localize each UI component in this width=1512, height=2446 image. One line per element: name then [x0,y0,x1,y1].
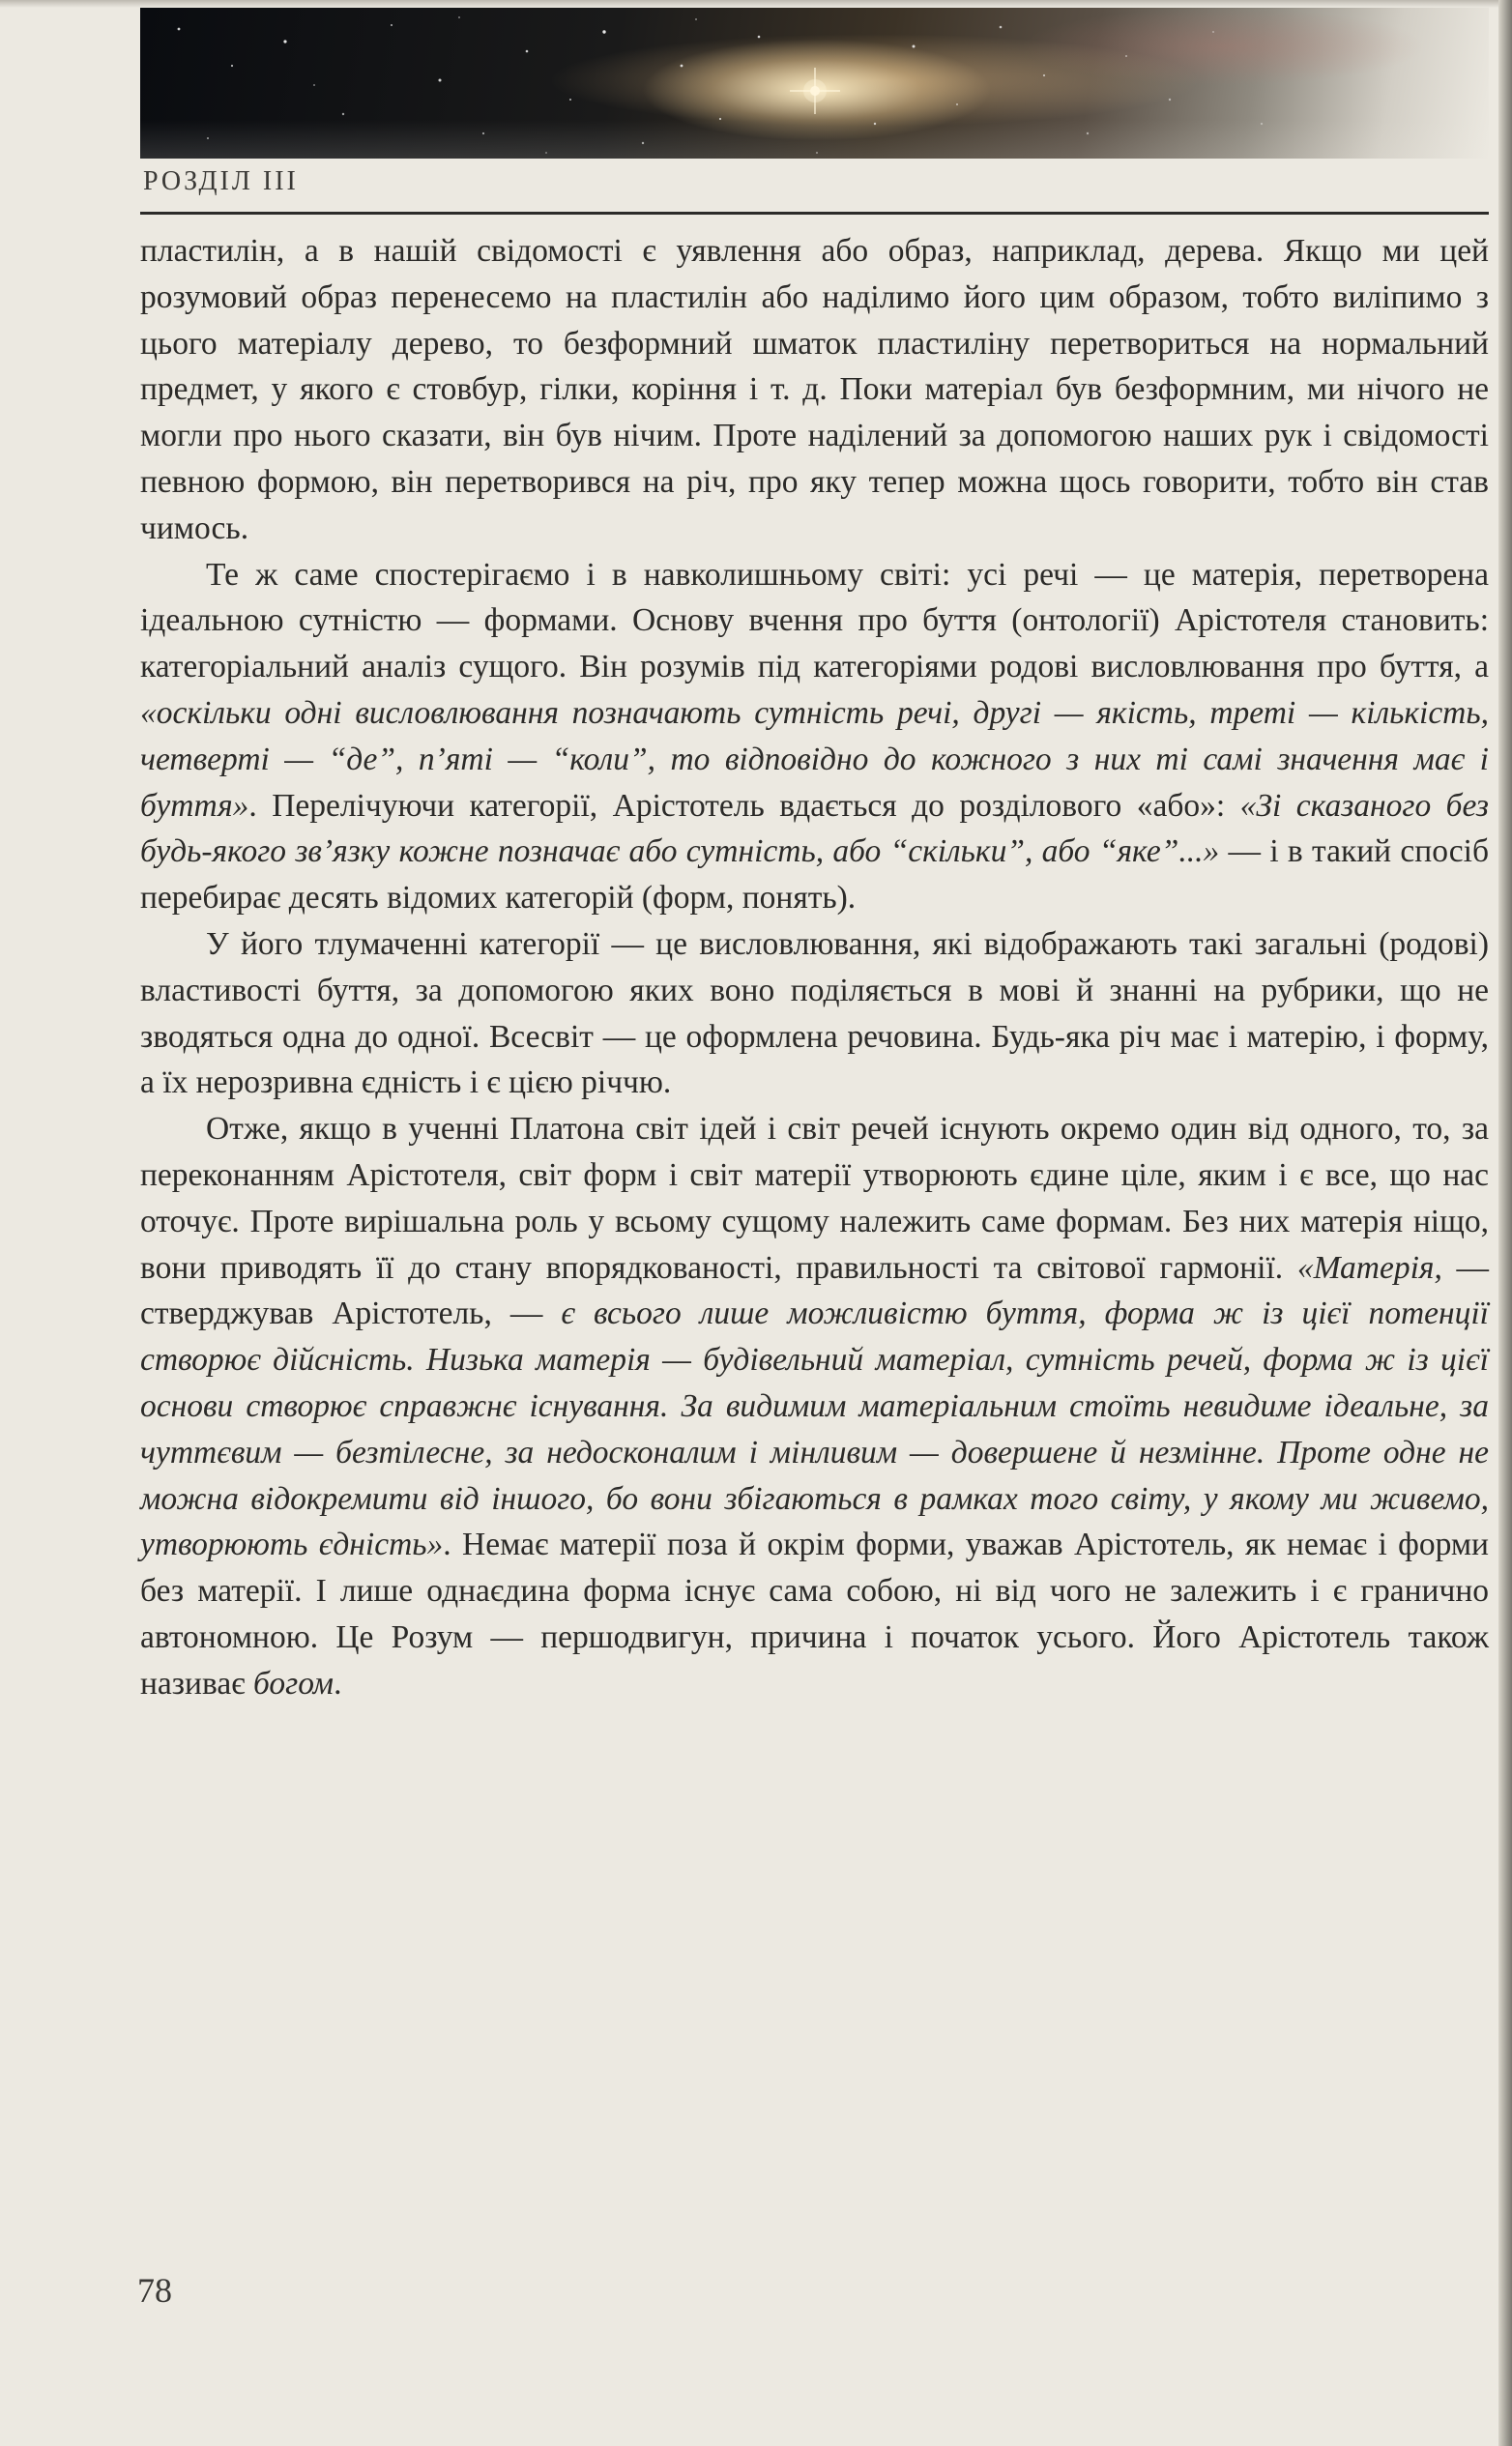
italic-quote-run: «оскільки одні висловлювання позначають сутність речі, другі — якість, треті — кількість, четверті — “де”, п’яті — “коли”, то відповідно до кожного з них ті самі значення має і буття» [140,694,1489,824]
text-run: Отже, якщо в ученні Платона світ ідей і світ речей існують окремо один від одного, то, за переконанням Арістотеля, світ форм і світ матерії утворюють єдине ціле, яким і є все, що нас оточує. Проте вирішальна роль у всьому сущому належить саме формам. Без них матерія ніщо, вони приводять її до стану впорядкованості, правильності та світової гармонії. [140,1111,1489,1286]
header-starfield-image [140,8,1489,159]
text-run: пластилін, а в нашій свідомості є уявлення або образ, наприклад, дерева. Якщо ми цей розумовий образ перенесемо на пластилін або наділимо його цим образом, тобто виліпимо з цього матеріалу дерево, то безформний шматок пластиліну перетвориться на нормальний предмет, у якого є стовбур, гілки, коріння і т. д. Поки матеріал був безформним, ми нічого не могли про нього сказати, він був нічим. Проте наділений за допомогою наших рук і свідомості певною формою, він перетворився на річ, про яку тепер можна щось говорити, тобто він став чимось. [140,233,1489,546]
text-run: . Немає матерії поза й окрім форми, уважав Арістотель, як немає і форми без матерії. І лише однаєдина форма існує сама собою, ні від чого не залежить і є гранично автономною. Це Розум — першодвигун, причина і початок усього. Його Арістотель також називає [140,1527,1489,1702]
page-number: 78 [137,2271,172,2310]
header-rule [140,212,1489,215]
paragraph [140,228,1489,552]
italic-quote-run: богом [252,1665,334,1702]
text-run: Те ж саме спостерігаємо і в навколишньому світі: усі речі — це матерія, перетворена ідеальною сутністю — формами. Основу вчення про буття (онтології) Арістотеля становить: категоріальний аналіз сущого. Він розумів під категоріями родові висловлювання про буття, а [140,556,1489,685]
text-run: — стверджував Арістотель, — [140,1249,1490,1332]
page-right-edge [1498,0,1512,2446]
text-run: . Перелічуючи категорії, Арістотель вдається до розділового «або»: [248,787,1240,824]
page-top-edge [0,0,1512,8]
body-text [140,228,1489,1707]
paragraph [140,1106,1489,1706]
text-run: У його тлумаченні категорії — це висловлювання, які відображають такі загальні (родові) властивості буття, за допомогою яких воно поділяється в мові й знанні на рубрики, що не зводяться одна до одної. Всесвіт — це оформлена речовина. Будь-яка річ має і матерію, і форму, а їх нерозривна єдність і є цією річчю. [140,925,1489,1101]
italic-quote-run: «Зі сказаного без будь-якого зв’язку кожне позначає або сутність, або “скільки”, або “яке”...» [140,787,1489,870]
italic-quote-run: «Матерія, [1296,1249,1442,1286]
italic-quote-run: є всього лише можливістю буття, форма ж із цієї потенції створює дійсність. Низька матерія — будівельний матеріал, сутність речей, форма ж із цієї основи створює справжнє існування. За видимим матеріальним стоїть невидиме ідеальне, за чуттєвим — безтілесне, за недосконалим і мінливим — довершене й незмінне. Проте одне не можна відокремити від іншого, бо вони збігаються в рамках того світу, у якому ми живемо, утворюють єдність» [140,1296,1489,1563]
text-run: — і в такий спосіб перебирає десять відомих категорій (форм, понять). [140,833,1489,917]
starfield-stars [140,8,1489,159]
chapter-label: РОЗДІЛ ІІІ [143,166,299,196]
paragraph [140,921,1489,1106]
paragraph [140,552,1489,921]
text-run: . [334,1665,342,1702]
